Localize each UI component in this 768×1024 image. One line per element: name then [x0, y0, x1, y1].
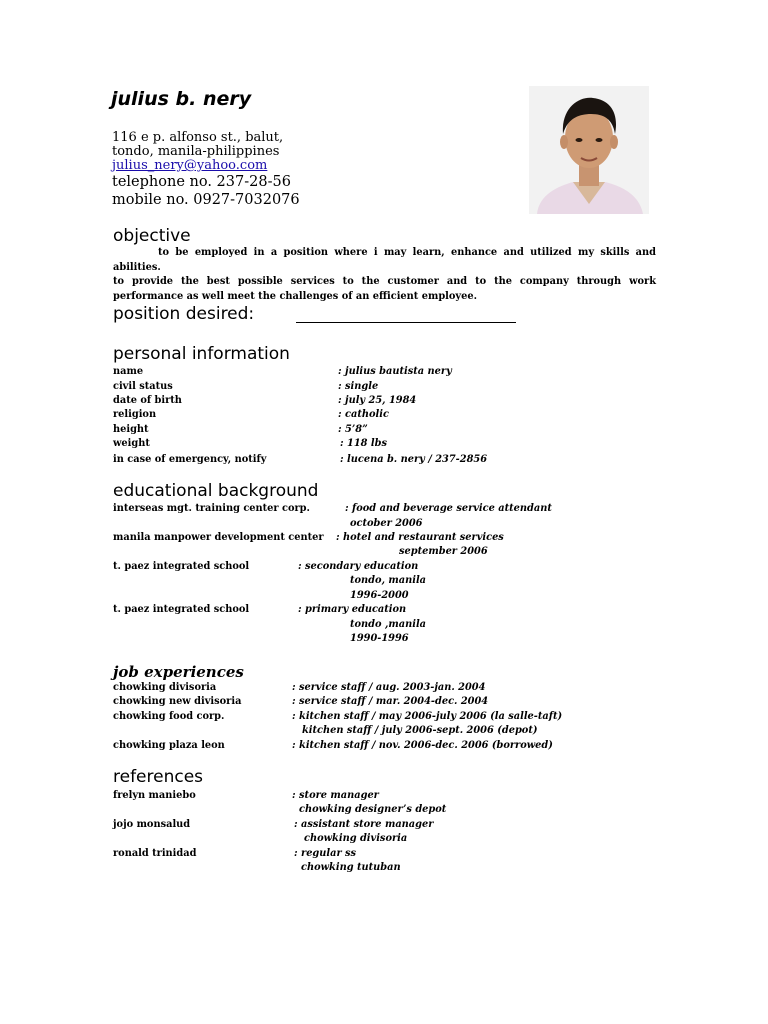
mobile-number: mobile no. 0927-7032076: [112, 192, 300, 208]
education-detail-1b: october 2006: [350, 518, 423, 529]
reference-detail-1a: : store manager: [292, 790, 379, 801]
address-line-1: 116 e p. alfonso st., balut,: [112, 130, 284, 145]
education-detail-1a: : food and beverage service attendant: [345, 503, 552, 514]
position-desired-blank: [296, 322, 516, 323]
job-company-4: chowking plaza leon: [113, 740, 225, 751]
education-heading: educational background: [113, 481, 319, 501]
job-experiences-heading: job experiences: [113, 663, 244, 681]
email-link[interactable]: julius_nery@yahoo.com: [112, 158, 268, 173]
education-school-2: manila manpower development center: [113, 532, 324, 543]
reference-name-1: frelyn maniebo: [113, 790, 196, 801]
portrait-illustration: [529, 86, 649, 214]
personal-label-civil-status: civil status: [113, 381, 173, 392]
education-detail-3b: tondo, manila: [350, 575, 427, 586]
personal-label-weight: weight: [113, 438, 150, 449]
job-detail-3a: : kitchen staff / may 2006-july 2006 (la salle-taft): [292, 711, 563, 722]
personal-label-name: name: [113, 366, 144, 377]
education-detail-2a: : hotel and restaurant services: [336, 532, 504, 543]
reference-name-3: ronald trinidad: [113, 848, 197, 859]
resume-name: julius b. nery: [111, 88, 252, 110]
personal-label-height: height: [113, 424, 149, 435]
personal-label-dob: date of birth: [113, 395, 182, 406]
education-school-1: interseas mgt. training center corp.: [113, 503, 310, 514]
education-detail-3c: 1996-2000: [350, 590, 409, 601]
personal-info-heading: personal information: [113, 344, 290, 364]
job-detail-2: : service staff / mar. 2004-dec. 2004: [292, 696, 489, 707]
position-desired-heading: position desired:: [113, 304, 255, 324]
reference-detail-3b: chowking tutuban: [301, 862, 401, 873]
education-detail-4b: tondo ,manila: [350, 619, 427, 630]
personal-value-name: : julius bautista nery: [338, 366, 452, 377]
personal-value-religion: : catholic: [338, 409, 389, 420]
personal-value-weight: : 118 lbs: [340, 438, 387, 449]
education-school-4: t. paez integrated school: [113, 604, 250, 615]
personal-value-civil-status: : single: [338, 381, 379, 392]
personal-label-religion: religion: [113, 409, 157, 420]
objective-text: [113, 246, 656, 304]
reference-detail-3a: : regular ss: [294, 848, 357, 859]
job-detail-4: : kitchen staff / nov. 2006-dec. 2006 (borrowed): [292, 740, 553, 751]
education-school-3: t. paez integrated school: [113, 561, 250, 572]
objective-line-1: to be employed in a position where i may learn, enhance and utilized my skills and abilities.: [113, 247, 656, 273]
education-detail-3a: : secondary education: [298, 561, 419, 572]
job-company-1: chowking divisoria: [113, 682, 217, 693]
telephone-number: telephone no. 237-28-56: [112, 174, 291, 190]
education-detail-2b: september 2006: [399, 546, 488, 557]
references-heading: references: [113, 767, 204, 787]
job-detail-3b: kitchen staff / july 2006-sept. 2006 (depot): [302, 725, 538, 736]
reference-detail-2a: : assistant store manager: [294, 819, 434, 830]
objective-line-2: to provide the best possible services to the customer and to the company through work performance as well meet the challenges of an efficient employee.: [113, 276, 656, 302]
job-detail-1: : service staff / aug. 2003-jan. 2004: [292, 682, 486, 693]
education-detail-4a: : primary education: [298, 604, 407, 615]
job-company-2: chowking new divisoria: [113, 696, 242, 707]
profile-photo: [529, 86, 649, 214]
reference-name-2: jojo monsalud: [113, 819, 191, 830]
personal-label-emergency: in case of emergency, notify: [113, 454, 267, 465]
reference-detail-1b: chowking designer’s depot: [299, 804, 447, 815]
personal-value-height: : 5’8”: [338, 424, 368, 435]
address-line-2: tondo, manila-philippines: [112, 144, 280, 159]
personal-value-dob: : july 25, 1984: [338, 395, 417, 406]
education-detail-4c: 1990-1996: [350, 633, 409, 644]
job-company-3: chowking food corp.: [113, 711, 225, 722]
personal-value-emergency: : lucena b. nery / 237-2856: [340, 454, 488, 465]
reference-detail-2b: chowking divisoria: [304, 833, 408, 844]
objective-heading: objective: [113, 226, 191, 246]
